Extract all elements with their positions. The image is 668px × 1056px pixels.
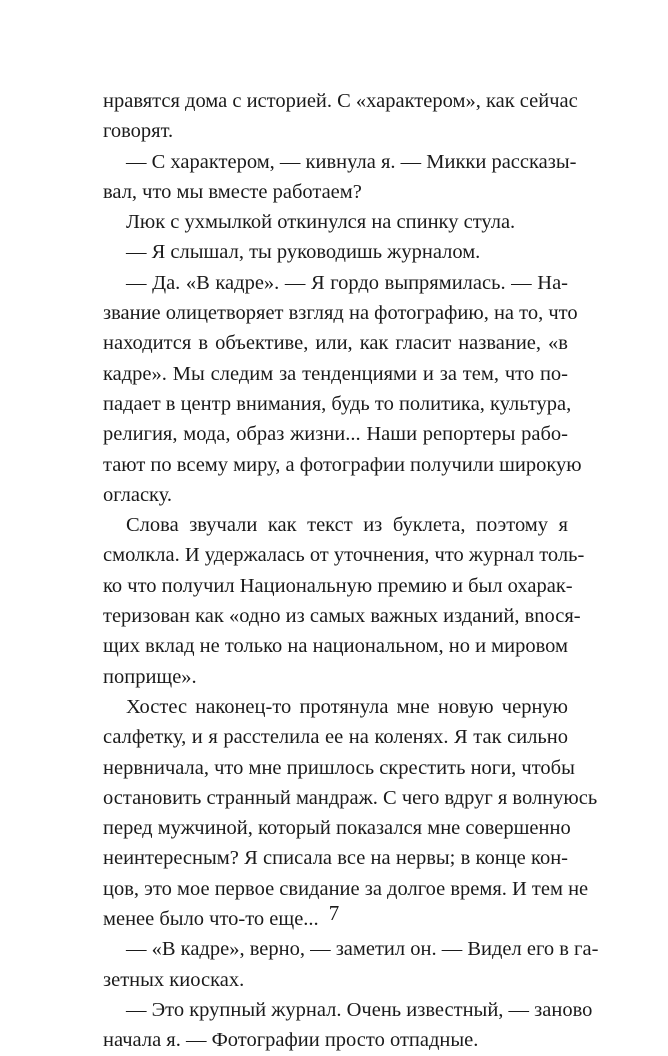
text-line: остановить странный мандраж. С чего вдруг я волнуюсь [103, 786, 598, 809]
text-line: вал, что мы вместе работаем? [103, 180, 362, 203]
text-line: Люк с ухмылкой откинулся на спинку стула. [126, 211, 516, 234]
text-line: — Это крупный журнал. Очень известный, — заново [126, 998, 593, 1021]
text-line: салфетку, и я расстелила ее на коленях. Я так сильно [103, 726, 568, 749]
text-line: — С характером, — кивнула я. — Микки рассказы- [126, 150, 577, 173]
text-line: зетных киосках. [103, 968, 245, 991]
text-line: находится в объективе, или, как гласит название, «в [103, 332, 568, 355]
text-line: падает в центр внимания, будь то политика, культура, [103, 392, 572, 415]
text-line: неинтересным? Я списала все на нервы; в конце кон- [103, 847, 568, 870]
text-line: говорят. [103, 120, 174, 143]
text-line: ко что получил Национальную премию и был охарак- [103, 574, 573, 597]
text-line: огласку. [103, 483, 173, 506]
text-line: менее было что-то еще... [103, 908, 319, 931]
text-line: щих вклад не только на национальном, но и мировом [103, 635, 568, 658]
text-line: — Да. «В кадре». — Я гордо выпрямилась. — На- [126, 271, 568, 294]
text-line: тают по всему миру, а фотографии получили широкую [103, 453, 582, 476]
text-line: цов, это мое первое свидание за долгое время. И тем не [103, 877, 589, 900]
text-line: нервничала, что мне пришлось скрестить ноги, чтобы [103, 756, 575, 779]
text-line: Слова звучали как текст из буклета, поэтому я [126, 514, 568, 537]
text-line: кадре». Мы следим за тенденциями и за тем, что по- [103, 362, 568, 385]
text-line: перед мужчиной, который показался мне совершенно [103, 817, 571, 840]
text-line: поприще». [103, 665, 197, 688]
text-line: теризован как «одно из самых важных изданий, вnося- [103, 605, 581, 628]
text-line: Хостес наконец-то протянула мне новую черную [126, 695, 568, 718]
text-line: — «В кадре», верно, — заметил он. — Видел его в га- [126, 938, 599, 961]
text-line: смолкла. И удержалась от уточнения, что журнал толь- [103, 544, 585, 567]
text-line: религия, мода, образ жизни... Наши репортеры рабо- [103, 423, 568, 446]
page-number: 7 [328, 901, 340, 925]
text-line: начала я. — Фотографии просто отпадные. [103, 1029, 479, 1052]
text-line: нравятся дома с историей. С «характером», как сейчас [103, 90, 578, 112]
text-line: — Я слышал, ты руководишь журналом. [126, 241, 481, 264]
text-line: звание олицетворяет взгляд на фотографию, на то, что [103, 302, 578, 325]
